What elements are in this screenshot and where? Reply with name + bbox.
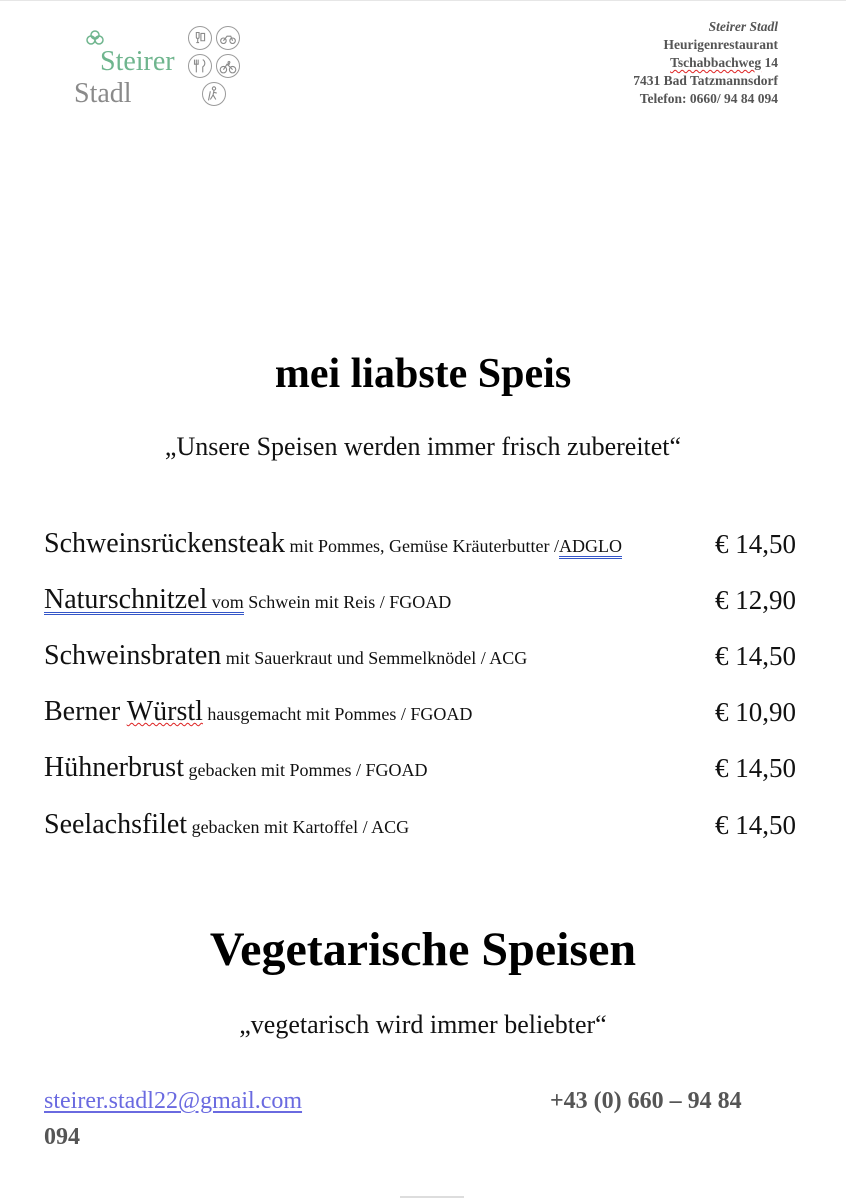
dish-name: Berner <box>44 696 127 727</box>
dish-price: € 12,90 <box>715 585 796 615</box>
dish-name: Schweinsrückensteak <box>44 528 286 559</box>
dish-name: Seelachsfilet <box>44 809 188 840</box>
bicycle-icon <box>216 54 240 78</box>
dish-price: € 14,50 <box>715 641 796 671</box>
section-title-vegetarian: Vegetarische Speisen <box>209 923 637 976</box>
dish-price: € 14,50 <box>715 753 796 783</box>
street-name: Tschabbachweg <box>670 55 762 70</box>
restaurant-street <box>633 54 778 72</box>
street-number: 14 <box>761 55 778 70</box>
wine-glass-icon <box>188 26 212 50</box>
restaurant-name: Steirer Stadl <box>708 19 778 34</box>
dish-line <box>44 528 622 560</box>
dish-line <box>44 809 409 841</box>
dish-description: gebacken mit Kartoffel / ACG <box>187 817 410 837</box>
dish-description: vom <box>207 592 244 612</box>
logo-word-stadl: Stadl <box>74 78 132 109</box>
page-top-border <box>0 0 846 1</box>
dish-price: € 14,50 <box>715 810 796 840</box>
dish-name-underlined <box>44 584 244 615</box>
hiker-icon <box>202 82 226 106</box>
dish-description: gebacken mit Pommes / FGOAD <box>183 760 428 780</box>
cutlery-icon <box>188 54 212 78</box>
dish-description-rest: Schwein mit Reis / FGOAD <box>243 592 452 612</box>
section-subtitle-main-dishes: „Unsere Speisen werden immer frisch zubereitet“ <box>164 432 682 461</box>
logo-activity-icons <box>186 24 248 108</box>
menu-item <box>44 811 796 845</box>
dish-description: mit Sauerkraut und Semmelknödel / ACG <box>221 648 528 668</box>
dish-line <box>44 696 472 728</box>
footer-phone: +43 (0) 660 – 94 84 <box>550 1088 742 1114</box>
dish-line <box>44 752 427 784</box>
dish-description: mit Pommes, Gemüse Kräuterbutter / <box>285 536 559 556</box>
menu-item <box>44 754 796 788</box>
logo <box>50 22 250 112</box>
footer-phone-continued: 094 <box>44 1124 80 1150</box>
menu-item <box>44 698 796 732</box>
section-title-main-dishes: mei liabste Speis <box>274 351 572 397</box>
logo-word-steirer: Steirer <box>100 46 175 77</box>
page-bottom-mark <box>400 1196 464 1198</box>
menu-item <box>44 530 796 564</box>
section-subtitle-vegetarian: „vegetarisch wird immer beliebter“ <box>239 1010 607 1039</box>
dish-name-spellcheck: Würstl <box>126 696 203 727</box>
dish-price: € 14,50 <box>715 529 796 559</box>
dish-description: hausgemacht mit Pommes / FGOAD <box>202 704 473 724</box>
restaurant-address-block <box>633 18 778 108</box>
dish-allergens: ADGLO <box>559 536 622 559</box>
dish-name: Schweinsbraten <box>44 640 222 671</box>
dish-name: Naturschnitzel <box>44 584 208 615</box>
dish-price: € 10,90 <box>715 697 796 727</box>
footer-email-link[interactable]: steirer.stadl22@gmail.com <box>44 1088 303 1114</box>
menu-item <box>44 586 796 620</box>
restaurant-city: 7431 Bad Tatzmannsdorf <box>633 73 778 88</box>
menu-item <box>44 642 796 676</box>
motorbike-icon <box>216 26 240 50</box>
dish-line <box>44 640 527 672</box>
dish-line <box>44 584 451 616</box>
restaurant-type: Heurigenrestaurant <box>663 37 778 52</box>
dish-name: Hühnerbrust <box>44 752 184 783</box>
restaurant-phone: Telefon: 0660/ 94 84 094 <box>639 91 778 106</box>
